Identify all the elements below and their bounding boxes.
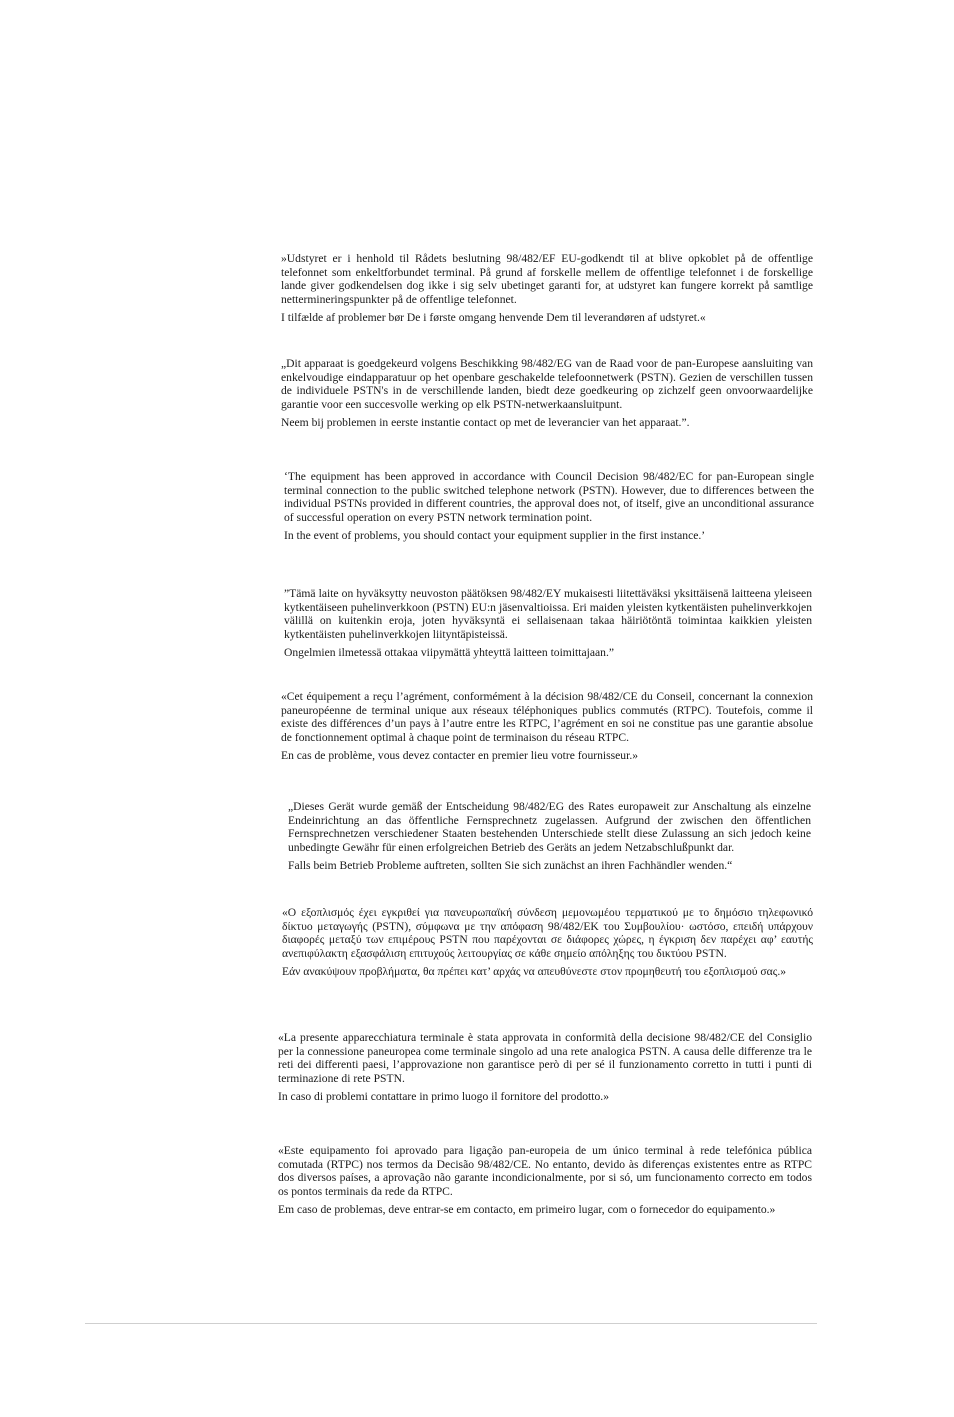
statement-italian: [278, 1031, 812, 1104]
statement-finnish: [284, 587, 812, 660]
statement-english: [284, 470, 814, 543]
statement-french: [281, 690, 813, 763]
statement-greek-body: «Ο εξοπλισμός έχει εγκριθεί για πανευρωπαϊκή σύνδεση μεμονωμέου τερματικού με το δημόσιο τηλεφωνικό δίκτυο μεταγωγής (PSTN), σύμφωνα με την απόφαση 98/482/ΕΚ του Συμβουλίου· ωστόσο, επειδή υπάρχουν διαφορές μεταξύ των επιμέρους PSTN που παρέχονται σε διάφορες χώρες, η έγκριση δεν παρέχει αφ’ εαυτής ανεπιφύλακτη εξασφάλιση επιτυχούς λειτουργίας σε κάθε σημείο απόληξης του δικτύου PSTN.: [282, 906, 813, 960]
statement-dutch: [281, 357, 813, 430]
statement-english-contact: In the event of problems, you should contact your equipment supplier in the first instance.’: [284, 529, 706, 543]
statement-greek: [282, 906, 813, 979]
footer-divider: [85, 1323, 817, 1324]
statement-danish-contact: I tilfælde af problemer bør De i første omgang henvende Dem til leverandøren af udstyret.«: [281, 311, 706, 325]
statement-english-body: ‘The equipment has been approved in accordance with Council Decision 98/482/EC for pan-European single terminal connection to the public switched telephone network (PSTN). However, due to differences between the individual PSTNs provided in different countries, the approval does not, of itself, give an unconditional assurance of successful operation on every PSTN network termination point.: [284, 470, 814, 524]
statement-portuguese: [278, 1144, 812, 1217]
statement-greek-contact: Εάν ανακύψουν προβλήματα, θα πρέπει κατ’ αρχάς να απευθύνεστε στον προμηθευτή του εξοπλισμού σας.»: [282, 965, 787, 979]
statement-german-body: „Dieses Gerät wurde gemäß der Entscheidung 98/482/EG des Rates europaweit zur Anschaltung als einzelne Endeinrichtung an das öffentliche Fernsprechnetz zugelassen. Aufgrund der zwischen den öffentlichen Fernsprechnetzen verschiedener Staaten bestehenden Unterschiede stellt diese Zulassung an sich jedoch keine unbedingte Gewähr für einen erfolgreichen Betrieb des Geräts an jedem Netzabschlußpunkt dar.: [288, 800, 811, 854]
statement-finnish-body: ”Tämä laite on hyväksytty neuvoston päätöksen 98/482/EY mukaisesti liitettäväksi yksittäisenä laitteena yleiseen kytkentäiseen puhelinverkkoon (PSTN) EU:n jäsenvaltioissa. Eri maiden yleisten kytkentäisten puhelinverkkojen välillä on kuitenkin eroja, joten hyväksyntä ei sellaisenaan takaa häiriötöntä toimintaa kaikkien yleisten kytkentäisten puhelinverkkojen liityntäpisteissä.: [284, 587, 812, 641]
statement-portuguese-contact: Em caso de problemas, deve entrar-se em contacto, em primeiro lugar, com o fornecedor do equipamento.»: [278, 1203, 776, 1217]
statement-italian-contact: In caso di problemi contattare in primo luogo il fornitore del prodotto.»: [278, 1090, 609, 1104]
statement-dutch-contact: Neem bij problemen in eerste instantie contact op met de leverancier van het apparaat.”.: [281, 416, 690, 430]
statement-dutch-body: „Dit apparaat is goedgekeurd volgens Beschikking 98/482/EG van de Raad voor de pan-Europese aansluiting van enkelvoudige eindapparatuur op het openbare geschakelde telefoonnetwerk (PSTN). Gezien de verschillen tussen de individuele PSTN's in de verschillende landen, biedt deze goedkeuring op zichzelf geen onvoorwaardelijke garantie voor een succesvolle werking op elk PSTN-netwerkaansluitpunt.: [281, 357, 813, 411]
statement-finnish-contact: Ongelmien ilmetessä ottakaa viipymättä yhteyttä laitteen toimittajaan.”: [284, 646, 614, 660]
statement-danish-body: »Udstyret er i henhold til Rådets beslutning 98/482/EF EU-godkendt til at blive opkoblet på de offentlige telefonnet som enkeltforbundet terminal. På grund af forskelle mellem de offentlige telefonnet i de forskellige lande giver godkendelsen dog ikke i sig selv ubetinget garanti for, at udstyret kan fungere korrekt på samtlige nettermineringspunkter på de offentlige telefonnet.: [281, 252, 813, 306]
statement-danish: [281, 252, 813, 325]
statement-portuguese-body: «Este equipamento foi aprovado para ligação pan-europeia de um único terminal à rede telefónica pública comutada (RTPC) nos termos da Decisão 98/482/CE. No entanto, devido às diferenças existentes entre as RTPC dos diversos países, a aprovação não garante incondicionalmente, por si só, um funcionamento correcto em todos os pontos terminais da rede da RTPC.: [278, 1144, 812, 1198]
statement-german-contact: Falls beim Betrieb Probleme auftreten, sollten Sie sich zunächst an ihren Fachhändler wenden.“: [288, 859, 733, 873]
statement-french-body: «Cet équipement a reçu l’agrément, conformément à la décision 98/482/CE du Conseil, concernant la connexion paneuropéenne de terminal unique aux réseaux téléphoniques publics commutés (RTPC). Toutefois, comme il existe des différences d’un pays à l’autre entre les RTPC, l’agrément en soi ne constitue pas une garantie absolue de fonctionnement optimal à chaque point de terminaison du réseau RTPC.: [281, 690, 813, 744]
statement-french-contact: En cas de problème, vous devez contacter en premier lieu votre fournisseur.»: [281, 749, 639, 763]
statement-german: [288, 800, 811, 873]
statement-italian-body: «La presente apparecchiatura terminale è stata approvata in conformità della decisione 98/482/CE del Consiglio per la connessione paneuropea come terminale singolo ad una rete analogica PSTN. A causa delle differenze tra le reti dei differenti paesi, l’approvazione non garantisce però di per sé il funzionamento corretto in tutti i punti di terminazione di rete PSTN.: [278, 1031, 812, 1085]
